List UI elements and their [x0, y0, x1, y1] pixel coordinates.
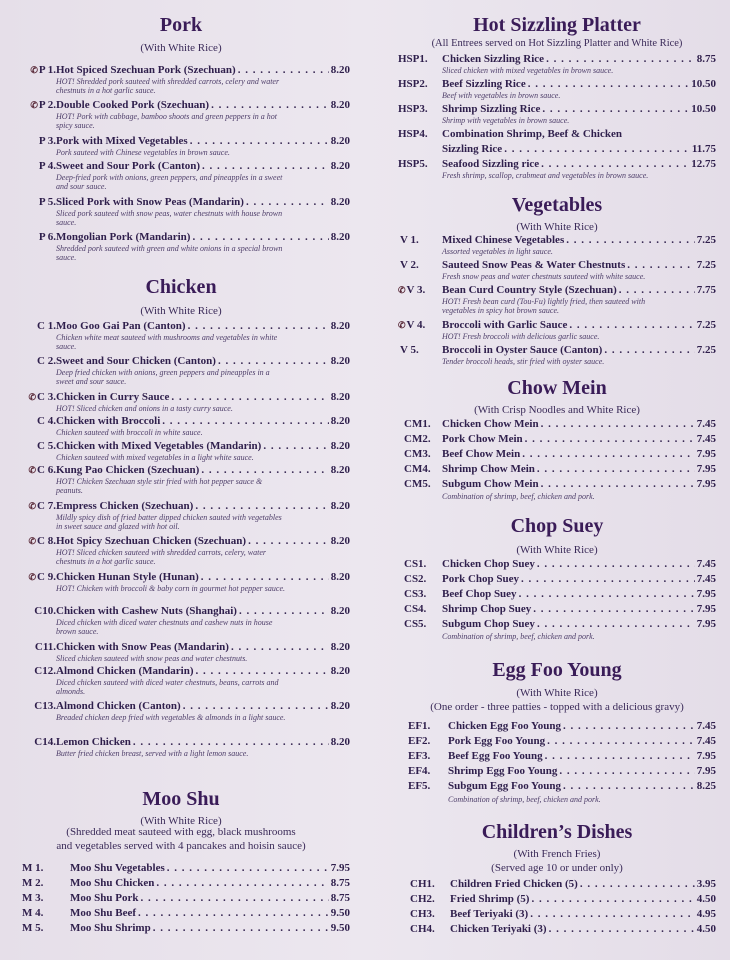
pork-subtitle: (With White Rice)	[140, 42, 222, 54]
menu-item: C 2. Sweet and Sour Chicken (Canton) . . . 8.20	[12, 353, 350, 369]
chowmein-title: Chow Mein	[507, 377, 607, 399]
menu-item: C11. Chicken with Snow Peas (Mandarin) . . . 8.20	[12, 639, 350, 655]
menu-item: P 6. Mongolian Pork (Mandarin) . . . 8.20	[12, 229, 350, 245]
children-title: Children’s Dishes	[481, 821, 633, 843]
menu-item: CH4. Chicken Teriyaki (3) . . . 4.50	[398, 921, 716, 937]
menu-item: EF5. Subgum Egg Foo Young . . . 8.25	[398, 778, 716, 794]
menu-item: P 5. Sliced Pork with Snow Peas (Mandarin) . . . 8.20	[12, 194, 350, 210]
menu-item: V 1. Mixed Chinese Vegetables . . . 7.25	[398, 232, 716, 248]
menu-item: ✆C 9. Chicken Hunan Style (Hunan) . . . 8.20	[12, 569, 350, 585]
item-description: Butter fried chicken breast, served with a light lemon sauce.	[56, 749, 249, 758]
menu-item: C12. Almond Chicken (Mandarin) . . . 8.20	[12, 663, 350, 679]
menu-item: HSP3. Shrimp Sizzling Rice . . . 10.50	[398, 101, 716, 117]
mooshu-title: Moo Shu	[142, 788, 220, 810]
item-description: Sliced pork sauteed with snow peas, water chestnuts with house brown sauce.	[56, 209, 283, 227]
menu-item: ✆C 8. Hot Spicy Szechuan Chicken (Szechuan) . . . 8.20	[12, 533, 350, 549]
mooshu-note: and vegetables served with 4 pancakes and hoisin sauce)	[56, 840, 306, 852]
menu-item: C 4. Chicken with Broccoli . . . 8.20	[12, 413, 350, 429]
menu-item: C14. Lemon Chicken . . . 8.20	[12, 734, 350, 750]
item-description: HOT! Shredded pork sauteed with shredded carrots, celery and water chestnuts in a hot garlic sauce.	[56, 77, 280, 95]
item-description: Mildly spicy dish of fried batter dipped chicken sauted with vegetables in sweet sauce and glazed with hot oil.	[56, 513, 282, 531]
item-description: Shredded pork sauteed with green and white onions in a special brown sauce.	[56, 244, 283, 262]
children-subtitle: (With French Fries)	[513, 848, 601, 860]
item-description: Diced chicken sauteed with diced water chestnuts, beans, carrots and almonds.	[56, 678, 279, 696]
chili-icon: ✆	[28, 392, 37, 402]
item-description: Beef with vegetables in brown sauce.	[442, 91, 561, 100]
section-note: Combination of shrimp, beef, chicken and pork.	[442, 492, 595, 501]
section-note: Combination of shrimp, beef, chicken and pork.	[448, 795, 601, 804]
menu-item: CS1. Chicken Chop Suey . . . 7.45	[398, 556, 716, 572]
menu-item: CM1. Chicken Chow Mein . . . 7.45	[398, 416, 716, 432]
menu-item: HSP5. Seafood Sizzling rice . . . 12.75	[398, 156, 716, 172]
menu-item: C13. Almond Chicken (Canton) . . . 8.20	[12, 698, 350, 714]
menu-item: C 1. Moo Goo Gai Pan (Canton) . . . 8.20	[12, 318, 350, 334]
item-description: Sliced chicken with mixed vegetables in brown sauce.	[442, 66, 614, 75]
menu-item: CS4. Shrimp Chop Suey . . . 7.95	[398, 601, 716, 617]
item-description: HOT! Sliced chicken sauteed with shredded carrots, celery, water chestnuts in a hot garlic sauce.	[56, 548, 267, 566]
menu-item: CS5. Subgum Chop Suey . . . 7.95	[398, 616, 716, 632]
menu-item: C 5. Chicken with Mixed Vegetables (Mandarin) . . . 8.20	[12, 438, 350, 454]
menu-item: M 3. Moo Shu Pork . . . 8.75	[12, 890, 350, 906]
item-description: HOT! Fresh bean curd (Tou-Fu) lightly fried, then sauteed with vegetables in spicy hot brown sauce.	[442, 297, 646, 315]
menu-item: P 3. Pork with Mixed Vegetables . . . 8.20	[12, 133, 350, 149]
chili-icon: ✆	[398, 285, 406, 295]
menu-item: HSP2. Beef Sizzling Rice . . . 10.50	[398, 76, 716, 92]
chili-icon: ✆	[398, 320, 406, 330]
chicken-subtitle: (With White Rice)	[140, 305, 222, 317]
chili-icon: ✆	[30, 65, 38, 75]
menu-item: EF4. Shrimp Egg Foo Young . . . 7.95	[398, 763, 716, 779]
item-description: Tender broccoli heads, stir fried with oyster sauce.	[442, 357, 605, 366]
menu-item: CS2. Pork Chop Suey . . . 7.45	[398, 571, 716, 587]
item-description: Sliced chicken sauteed with snow peas and water chestnuts.	[56, 654, 248, 663]
item-description: Chicken sauteed with mixed vegetables in a light white sauce.	[56, 453, 254, 462]
item-description: Chicken sauteed with broccoli in white sauce.	[56, 428, 203, 437]
item-description: HOT! Chicken with broccoli & baby corn in gourmet hot pepper sauce.	[56, 584, 285, 593]
menu-item: CH3. Beef Teriyaki (3) . . . 4.95	[398, 906, 716, 922]
menu-item: CM2. Pork Chow Mein . . . 7.45	[398, 431, 716, 447]
vegetables-title: Vegetables	[511, 194, 603, 216]
item-description: Shrimp with vegetables in brown sauce.	[442, 116, 570, 125]
item-description: HOT! Chicken Szechuan style stir fried with hot pepper sauce & peanuts.	[56, 477, 263, 495]
menu-item: EF2. Pork Egg Foo Young . . . 7.45	[398, 733, 716, 749]
item-description: HOT! Pork with cabbage, bamboo shoots and green peppers in a hot spicy sauce.	[56, 112, 278, 130]
menu-item: ✆P 2. Double Cooked Pork (Szechuan) . . . 8.20	[12, 97, 350, 113]
mooshu-note: (Shredded meat sauteed with egg, black mushrooms	[66, 826, 296, 838]
sizzling-title: Hot Sizzling Platter	[473, 14, 641, 36]
chili-icon: ✆	[28, 465, 37, 475]
eggfoo-title: Egg Foo Young	[492, 659, 622, 681]
item-description: Chicken white meat sauteed with mushrooms and vegetables in white sauce.	[56, 333, 278, 351]
menu-item: M 5. Moo Shu Shrimp . . . 9.50	[12, 920, 350, 936]
menu-item: HSP4. Combination Shrimp, Beef & Chicken	[398, 128, 622, 140]
eggfoo-subtitle: (With White Rice)	[516, 687, 598, 699]
menu-item: C10. Chicken with Cashew Nuts (Shanghai) . . . 8.20	[12, 603, 350, 619]
menu-item: HSP1. Chicken Sizzling Rice . . . 8.75	[398, 51, 716, 67]
item-description: HOT! Sliced chicken and onions in a tasty curry sauce.	[56, 404, 233, 413]
menu-item: V 2. Sauteed Snow Peas & Water Chestnuts . . . 7.25	[398, 257, 716, 273]
menu-item: CS3. Beef Chop Suey . . . 7.95	[398, 586, 716, 602]
eggfoo-note: (One order - three patties - topped with a delicious gravy)	[430, 701, 684, 713]
menu-item: CH2. Fried Shrimp (5) . . . 4.50	[398, 891, 716, 907]
chili-icon: ✆	[28, 572, 37, 582]
chowmein-subtitle: (With Crisp Noodles and White Rice)	[474, 404, 640, 416]
item-description: Breaded chicken deep fried with vegetables & almonds in a light sauce.	[56, 713, 286, 722]
chili-icon: ✆	[28, 536, 37, 546]
menu-item: ✆C 7. Empress Chicken (Szechuan) . . . 8.20	[12, 498, 350, 514]
sizzling-subtitle: (All Entrees served on Hot Sizzling Platter and White Rice)	[431, 38, 683, 49]
menu-item: ✆V 4. Broccoli with Garlic Sauce . . . 7.25	[398, 317, 716, 333]
item-description: Diced chicken with diced water chestnuts and cashew nuts in house brown sauce.	[56, 618, 273, 636]
menu-item: CM4. Shrimp Chow Mein . . . 7.95	[398, 461, 716, 477]
menu-item: M 2. Moo Shu Chicken . . . 8.75	[12, 875, 350, 891]
item-description: Fresh shrimp, scallop, crabmeat and vegetables in brown sauce.	[442, 171, 649, 180]
item-description: Assorted vegetables in light sauce.	[442, 247, 553, 256]
item-description: HOT! Fresh broccoli with delicious garlic sauce.	[442, 332, 600, 341]
menu-item: EF1. Chicken Egg Foo Young . . . 7.45	[398, 718, 716, 734]
menu-item: CM5. Subgum Chow Mein . . . 7.95	[398, 476, 716, 492]
section-note: Combination of shrimp, beef, chicken and pork.	[442, 632, 595, 641]
chicken-title: Chicken	[145, 276, 217, 298]
item-description: Deep fried chicken with onions, green peppers and pineapples in a sweet and sour sauce.	[56, 368, 270, 386]
menu-item: M 4. Moo Shu Beef . . . 9.50	[12, 905, 350, 921]
chopsuey-subtitle: (With White Rice)	[516, 544, 598, 556]
menu-item: ✆V 3. Bean Curd Country Style (Szechuan) . . . 7.75	[398, 282, 716, 298]
mooshu-subtitle: (With White Rice)	[140, 815, 222, 827]
menu-item-continued: Sizzling Rice . . . 11.75	[398, 141, 716, 157]
chili-icon: ✆	[30, 100, 38, 110]
chopsuey-title: Chop Suey	[510, 515, 604, 537]
menu-item: CH1. Children Fried Chicken (5) . . . 3.95	[398, 876, 716, 892]
menu-item: ✆C 6. Kung Pao Chicken (Szechuan) . . . 8.20	[12, 462, 350, 478]
item-description: Pork sauteed with Chinese vegetables in brown sauce.	[56, 148, 230, 157]
pork-title: Pork	[159, 14, 203, 36]
menu-item: P 4. Sweet and Sour Pork (Canton) . . . 8.20	[12, 158, 350, 174]
menu-item: M 1. Moo Shu Vegetables . . . 7.95	[12, 860, 350, 876]
menu-item: ✆P 1. Hot Spiced Szechuan Pork (Szechuan) . . . 8.20	[12, 62, 350, 78]
vegetables-subtitle: (With White Rice)	[516, 221, 598, 233]
menu-item: V 5. Broccoli in Oyster Sauce (Canton) . . . 7.25	[398, 342, 716, 358]
menu-item: CM3. Beef Chow Mein . . . 7.95	[398, 446, 716, 462]
chili-icon: ✆	[28, 501, 37, 511]
item-description: Deep-fried pork with onions, green peppers, and pineapples in a sweet and sour sauce.	[56, 173, 283, 191]
menu-item: ✆C 3. Chicken in Curry Sauce . . . 8.20	[12, 389, 350, 405]
children-note: (Served age 10 or under only)	[491, 862, 623, 874]
menu-item: EF3. Beef Egg Foo Young . . . 7.95	[398, 748, 716, 764]
item-description: Fresh snow peas and water chestnuts sauteed with white sauce.	[442, 272, 646, 281]
